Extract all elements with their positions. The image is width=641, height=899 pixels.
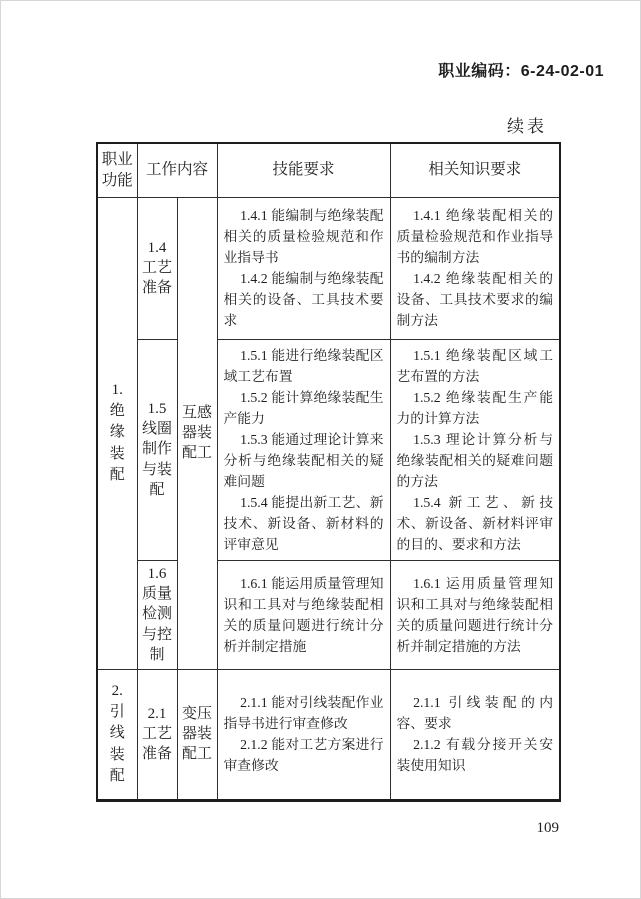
skill-item: 2.1.1 能对引线装配作业指导书进行审查修改 [223, 695, 384, 731]
skill-item: 1.5.4 能提出新工艺、新技术、新设备、新材料的评审意见 [223, 494, 384, 552]
col-header-work-content: 工作内容 [137, 143, 217, 197]
skill-item: 1.6.1 能运用质量管理知识和工具对与绝缘装配相关的质量问题进行统计分析并制定措施 [223, 575, 384, 654]
work-content-cell-1-6: 1.6 质量检测与控制 [137, 560, 177, 669]
function-cell-lead-assembly: 2. 引线装配 [97, 669, 137, 800]
skill-requirements-cell-1-5 [217, 339, 390, 560]
skill-item: 1.5.2 能计算绝缘装配生产能力 [223, 389, 384, 426]
knowledge-item: 2.1.1 引线装配的内容、要求 [396, 695, 554, 731]
knowledge-item: 1.4.2 绝缘装配相关的设备、工具技术要求的编制方法 [396, 271, 554, 328]
work-content-cell-1-5: 1.5 线圈制作与装配 [137, 339, 177, 560]
col-header-skill-requirements: 技能要求 [217, 143, 390, 197]
skill-requirements-cell-2-1 [217, 669, 390, 800]
function-cell-insulation-assembly: 1. 绝缘装配 [97, 197, 137, 669]
knowledge-item: 1.5.4 新工艺、新技术、新设备、新材料评审的目的、要求和方法 [396, 494, 554, 552]
knowledge-item: 1.5.3 理论计算分析与绝缘装配相关的疑难问题的方法 [396, 431, 554, 489]
occupation-standard-table [96, 142, 561, 802]
knowledge-item: 1.6.1 运用质量管理知识和工具对与绝缘装配相关的质量问题进行统计分析并制定措施的方法 [396, 575, 554, 654]
table-row-1-5 [97, 339, 560, 560]
work-content-cell-2-1: 2.1 工艺准备 [137, 669, 177, 800]
skill-item: 1.5.1 能进行绝缘装配区域工艺布置 [223, 347, 384, 384]
occupation-cell-instrument-transformer-assembler: 互感器装配工 [177, 197, 217, 669]
header-row [97, 143, 560, 197]
skill-item: 2.1.2 能对工艺方案进行审查修改 [223, 737, 384, 773]
work-content-cell-1-4: 1.4 工艺准备 [137, 197, 177, 339]
knowledge-requirements-cell-1-4 [390, 197, 560, 339]
knowledge-item: 1.4.1 绝缘装配相关的质量检验规范和作业指导书的编制方法 [396, 208, 554, 265]
knowledge-requirements-cell-1-6 [390, 560, 560, 669]
knowledge-requirements-cell-2-1 [390, 669, 560, 800]
col-header-function: 职业功能 [97, 143, 137, 197]
table-row-1-4 [97, 197, 560, 339]
table-row-1-6 [97, 560, 560, 669]
occupation-cell-transformer-assembler: 变压器装配工 [177, 669, 217, 800]
skill-requirements-cell-1-6 [217, 560, 390, 669]
skill-item: 1.4.1 能编制与绝缘装配相关的质量检验规范和作业指导书 [223, 208, 384, 265]
skill-item: 1.5.3 能通过理论计算来分析与绝缘装配相关的疑难问题 [223, 431, 384, 489]
knowledge-item: 1.5.1 绝缘装配区域工艺布置的方法 [396, 347, 554, 384]
table-header [97, 143, 560, 197]
occupation-code-label: 职业编码：6-24-02-01 [438, 63, 604, 80]
page-number: 109 [536, 820, 559, 836]
table-row-2-1 [97, 669, 560, 800]
table-body [97, 197, 560, 800]
knowledge-item: 2.1.2 有载分接开关安装使用知识 [396, 737, 554, 773]
continued-table-label: 续表 [507, 117, 547, 136]
knowledge-item: 1.5.2 绝缘装配生产能力的计算方法 [396, 389, 554, 426]
skill-item: 1.4.2 能编制与绝缘装配相关的设备、工具技术要求 [223, 271, 384, 328]
skill-requirements-cell-1-4 [217, 197, 390, 339]
col-header-knowledge-requirements: 相关知识要求 [390, 143, 560, 197]
knowledge-requirements-cell-1-5 [390, 339, 560, 560]
